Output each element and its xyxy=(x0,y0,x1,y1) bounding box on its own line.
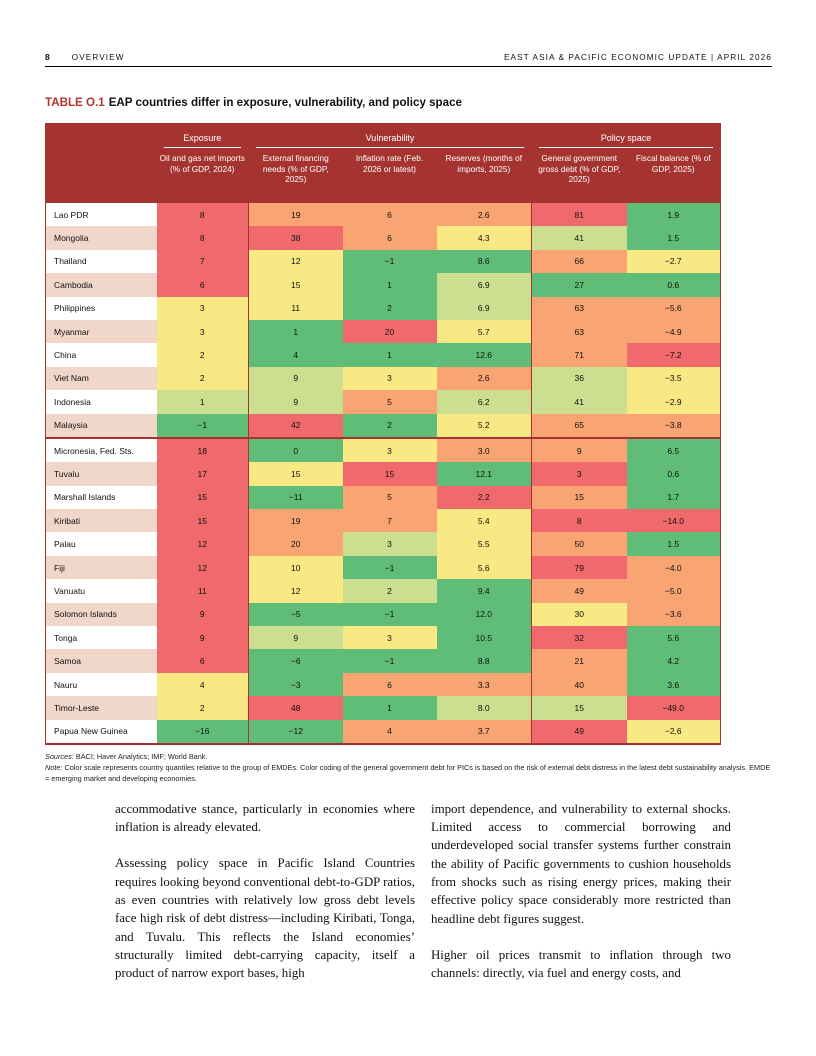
value-cell: −14.0 xyxy=(627,509,721,532)
paragraph: accommodative stance, particularly in economies where inflation is already elevated. xyxy=(115,801,415,835)
value-cell: 5 xyxy=(343,390,437,413)
value-cell: 49 xyxy=(532,720,627,744)
note-line xyxy=(45,763,772,785)
column-header-row xyxy=(46,148,721,203)
table-row xyxy=(46,297,721,320)
value-cell: 27 xyxy=(532,273,627,296)
value-cell: 0.6 xyxy=(627,273,721,296)
value-cell: 2 xyxy=(343,297,437,320)
value-cell: 5 xyxy=(343,486,437,509)
value-cell: 3 xyxy=(343,626,437,649)
value-cell: 5.7 xyxy=(437,320,532,343)
value-cell: −3.8 xyxy=(627,414,721,438)
value-cell: 9 xyxy=(157,626,249,649)
value-cell: 9 xyxy=(532,438,627,462)
country-cell: Micronesia, Fed. Sts. xyxy=(46,438,157,462)
value-cell: 4 xyxy=(249,343,343,366)
value-cell: −49.0 xyxy=(627,696,721,719)
table-row xyxy=(46,486,721,509)
value-cell: 63 xyxy=(532,320,627,343)
value-cell: 6 xyxy=(157,273,249,296)
body-column-right xyxy=(431,800,731,983)
running-head-left xyxy=(45,52,125,62)
value-cell: −5.6 xyxy=(627,297,721,320)
value-cell: 1 xyxy=(343,273,437,296)
country-cell: Philippines xyxy=(46,297,157,320)
col-inflation-rate: Inflation rate (Feb. 2026 or latest) xyxy=(343,148,437,203)
value-cell: −16 xyxy=(157,720,249,744)
table-row xyxy=(46,203,721,226)
value-cell: 9 xyxy=(249,626,343,649)
value-cell: 4 xyxy=(343,720,437,744)
value-cell: 10.5 xyxy=(437,626,532,649)
value-cell: −5.0 xyxy=(627,579,721,602)
table-title xyxy=(45,96,816,109)
country-cell: Viet Nam xyxy=(46,367,157,390)
eap-indicators-table xyxy=(45,123,721,745)
value-cell: 42 xyxy=(249,414,343,438)
value-cell: 15 xyxy=(157,486,249,509)
sources-line xyxy=(45,752,772,763)
value-cell: 7 xyxy=(343,509,437,532)
country-cell: Fiji xyxy=(46,556,157,579)
value-cell: 1 xyxy=(249,320,343,343)
value-cell: 5.5 xyxy=(437,532,532,555)
country-cell: Vanuatu xyxy=(46,579,157,602)
value-cell: −5 xyxy=(249,603,343,626)
value-cell: 48 xyxy=(249,696,343,719)
value-cell: −6 xyxy=(249,649,343,672)
country-cell: Papua New Guinea xyxy=(46,720,157,744)
value-cell: 49 xyxy=(532,579,627,602)
value-cell: 6 xyxy=(343,226,437,249)
group-vulnerability: Vulnerability xyxy=(249,123,532,148)
value-cell: 5.6 xyxy=(627,626,721,649)
value-cell: 5.2 xyxy=(437,414,532,438)
table-row xyxy=(46,532,721,555)
value-cell: 9 xyxy=(249,390,343,413)
country-cell: Cambodia xyxy=(46,273,157,296)
value-cell: 81 xyxy=(532,203,627,226)
value-cell: 12 xyxy=(157,556,249,579)
value-cell: 32 xyxy=(532,626,627,649)
value-cell: 12.6 xyxy=(437,343,532,366)
value-cell: 5.4 xyxy=(437,509,532,532)
value-cell: −3 xyxy=(249,673,343,696)
value-cell: 41 xyxy=(532,390,627,413)
value-cell: −3.5 xyxy=(627,367,721,390)
value-cell: 12 xyxy=(157,532,249,555)
value-cell: 3 xyxy=(343,532,437,555)
table-row xyxy=(46,250,721,273)
value-cell: 9 xyxy=(157,603,249,626)
note-text: Color scale represents country quantiles relative to the group of EMDEs. Color coding of the general government debt for PICs is based on the risk of external debt distress in the latest debt sustainability analysis. EMDE = emerging market and developing economies. xyxy=(45,762,771,783)
value-cell: 4.3 xyxy=(437,226,532,249)
value-cell: 15 xyxy=(157,509,249,532)
value-cell: 3 xyxy=(343,367,437,390)
table-row xyxy=(46,556,721,579)
table-notes xyxy=(45,752,772,785)
value-cell: 4 xyxy=(157,673,249,696)
value-cell: 50 xyxy=(532,532,627,555)
value-cell: 41 xyxy=(532,226,627,249)
value-cell: 9 xyxy=(249,367,343,390)
table-row xyxy=(46,367,721,390)
table-row xyxy=(46,626,721,649)
value-cell: 40 xyxy=(532,673,627,696)
value-cell: 9.4 xyxy=(437,579,532,602)
country-cell: Lao PDR xyxy=(46,203,157,226)
value-cell: 6.5 xyxy=(627,438,721,462)
value-cell: 8 xyxy=(157,203,249,226)
value-cell: 4.2 xyxy=(627,649,721,672)
country-cell: China xyxy=(46,343,157,366)
col-reserves: Reserves (months of imports, 2025) xyxy=(437,148,532,203)
value-cell: 2 xyxy=(343,579,437,602)
country-cell: Tonga xyxy=(46,626,157,649)
value-cell: 8.6 xyxy=(437,250,532,273)
value-cell: 6 xyxy=(157,649,249,672)
paragraph: Assessing policy space in Pacific Island Countries requires looking beyond conventional debt-to-GDP ratios, as even countries with relatively low gross debt levels face high risk of debt distress—including Kiribati, Tonga, and Tuvalu. This reflects the Island economies’ structurally limited debt-carrying capacity, itself a product of narrow export bases, high xyxy=(115,856,415,981)
value-cell: 5.6 xyxy=(437,556,532,579)
table-row xyxy=(46,649,721,672)
table-row xyxy=(46,509,721,532)
value-cell: −11 xyxy=(249,486,343,509)
value-cell: 38 xyxy=(249,226,343,249)
value-cell: 2.6 xyxy=(437,203,532,226)
col-oil-gas-imports: Oil and gas net imports (% of GDP, 2024) xyxy=(157,148,249,203)
value-cell: 18 xyxy=(157,438,249,462)
country-cell: Marshall Islands xyxy=(46,486,157,509)
running-head-right: EAST ASIA & PACIFIC ECONOMIC UPDATE | APRIL 2026 xyxy=(503,53,772,62)
value-cell: 0 xyxy=(249,438,343,462)
country-cell: Malaysia xyxy=(46,414,157,438)
value-cell: 6 xyxy=(343,203,437,226)
table-row xyxy=(46,320,721,343)
col-govt-gross-debt: General government gross debt (% of GDP, 2025) xyxy=(532,148,627,203)
value-cell: 17 xyxy=(157,462,249,485)
value-cell: 3 xyxy=(343,438,437,462)
page-number: 8 xyxy=(45,52,50,62)
value-cell: −1 xyxy=(343,556,437,579)
value-cell: 8.8 xyxy=(437,649,532,672)
value-cell: 2 xyxy=(157,696,249,719)
note-label: Note: xyxy=(45,762,63,772)
value-cell: 1.5 xyxy=(627,226,721,249)
value-cell: 19 xyxy=(249,509,343,532)
value-cell: −4.0 xyxy=(627,556,721,579)
body-column-left xyxy=(115,800,415,983)
running-head xyxy=(45,52,772,62)
country-cell: Tuvalu xyxy=(46,462,157,485)
value-cell: −3.6 xyxy=(627,603,721,626)
value-cell: 6.9 xyxy=(437,297,532,320)
value-cell: −7.2 xyxy=(627,343,721,366)
table-row xyxy=(46,273,721,296)
paragraph: import dependence, and vulnerability to external shocks. Limited access to commercial borrowing and underdeveloped social transfer systems further constrain the ability of Pacific governments to cushion households from shocks such as rising energy prices, making their effective policy space considerably more restricted than headline debt figures suggest. xyxy=(431,801,731,926)
value-cell: 2 xyxy=(157,367,249,390)
value-cell: 1.5 xyxy=(627,532,721,555)
country-cell: Indonesia xyxy=(46,390,157,413)
value-cell: 6 xyxy=(343,673,437,696)
value-cell: −1 xyxy=(157,414,249,438)
group-policy-space: Policy space xyxy=(532,123,721,148)
table-row xyxy=(46,226,721,249)
value-cell: 71 xyxy=(532,343,627,366)
header-rule xyxy=(45,66,772,67)
value-cell: 36 xyxy=(532,367,627,390)
value-cell: 2 xyxy=(343,414,437,438)
value-cell: 3.6 xyxy=(627,673,721,696)
table-label: TABLE O.1 xyxy=(45,96,105,109)
group-exposure: Exposure xyxy=(157,123,249,148)
value-cell: 15 xyxy=(343,462,437,485)
value-cell: −1 xyxy=(343,603,437,626)
value-cell: 21 xyxy=(532,649,627,672)
value-cell: 66 xyxy=(532,250,627,273)
table-row xyxy=(46,462,721,485)
value-cell: 20 xyxy=(249,532,343,555)
value-cell: 8.0 xyxy=(437,696,532,719)
country-cell: Kiribati xyxy=(46,509,157,532)
section-label: OVERVIEW xyxy=(71,53,125,62)
table-row xyxy=(46,603,721,626)
table-row xyxy=(46,673,721,696)
value-cell: −2.7 xyxy=(627,250,721,273)
table-row xyxy=(46,343,721,366)
value-cell: 63 xyxy=(532,297,627,320)
value-cell: 6.2 xyxy=(437,390,532,413)
table-row xyxy=(46,390,721,413)
value-cell: 3.0 xyxy=(437,438,532,462)
country-cell: Nauru xyxy=(46,673,157,696)
country-cell: Samoa xyxy=(46,649,157,672)
value-cell: 12.1 xyxy=(437,462,532,485)
table-body xyxy=(46,203,721,744)
sources-label: Sources: xyxy=(45,751,74,761)
col-fiscal-balance: Fiscal balance (% of GDP, 2025) xyxy=(627,148,721,203)
value-cell: 2.2 xyxy=(437,486,532,509)
value-cell: 3.3 xyxy=(437,673,532,696)
value-cell: −2.9 xyxy=(627,390,721,413)
value-cell: 10 xyxy=(249,556,343,579)
corner-cell xyxy=(46,123,157,148)
value-cell: 0.6 xyxy=(627,462,721,485)
sources-text: BACI; Haver Analytics; IMF; World Bank. xyxy=(73,751,208,761)
table-row xyxy=(46,414,721,438)
value-cell: 20 xyxy=(343,320,437,343)
table-caption: EAP countries differ in exposure, vulnerability, and policy space xyxy=(108,96,462,109)
country-cell: Thailand xyxy=(46,250,157,273)
value-cell: −4.9 xyxy=(627,320,721,343)
country-cell: Myanmar xyxy=(46,320,157,343)
value-cell: 1 xyxy=(343,343,437,366)
value-cell: 30 xyxy=(532,603,627,626)
value-cell: 3.7 xyxy=(437,720,532,744)
value-cell: −12 xyxy=(249,720,343,744)
value-cell: 1 xyxy=(157,390,249,413)
value-cell: 8 xyxy=(157,226,249,249)
value-cell: 15 xyxy=(249,462,343,485)
value-cell: 3 xyxy=(532,462,627,485)
value-cell: 6.9 xyxy=(437,273,532,296)
country-cell: Palau xyxy=(46,532,157,555)
table-row xyxy=(46,720,721,744)
value-cell: 11 xyxy=(249,297,343,320)
value-cell: 15 xyxy=(532,486,627,509)
value-cell: 1.9 xyxy=(627,203,721,226)
value-cell: −1 xyxy=(343,250,437,273)
value-cell: 79 xyxy=(532,556,627,579)
value-cell: 11 xyxy=(157,579,249,602)
group-header-row xyxy=(46,123,721,148)
value-cell: 3 xyxy=(157,320,249,343)
table-row xyxy=(46,438,721,462)
country-cell: Timor-Leste xyxy=(46,696,157,719)
country-cell: Solomon Islands xyxy=(46,603,157,626)
corner-cell xyxy=(46,148,157,203)
value-cell: 12.0 xyxy=(437,603,532,626)
value-cell: 3 xyxy=(157,297,249,320)
value-cell: 15 xyxy=(532,696,627,719)
value-cell: 15 xyxy=(249,273,343,296)
value-cell: 1 xyxy=(343,696,437,719)
table-row xyxy=(46,579,721,602)
value-cell: 1.7 xyxy=(627,486,721,509)
table-header xyxy=(46,123,721,203)
col-external-financing: External financing needs (% of GDP, 2025) xyxy=(249,148,343,203)
value-cell: 2 xyxy=(157,343,249,366)
value-cell: 7 xyxy=(157,250,249,273)
value-cell: 19 xyxy=(249,203,343,226)
value-cell: −2.6 xyxy=(627,720,721,744)
value-cell: −1 xyxy=(343,649,437,672)
table-row xyxy=(46,696,721,719)
value-cell: 2.6 xyxy=(437,367,532,390)
value-cell: 12 xyxy=(249,579,343,602)
paragraph: Higher oil prices transmit to inflation through two channels: directly, via fuel and energy costs, and xyxy=(431,947,731,981)
value-cell: 12 xyxy=(249,250,343,273)
country-cell: Mongolia xyxy=(46,226,157,249)
body-text xyxy=(115,800,816,983)
value-cell: 65 xyxy=(532,414,627,438)
value-cell: 8 xyxy=(532,509,627,532)
